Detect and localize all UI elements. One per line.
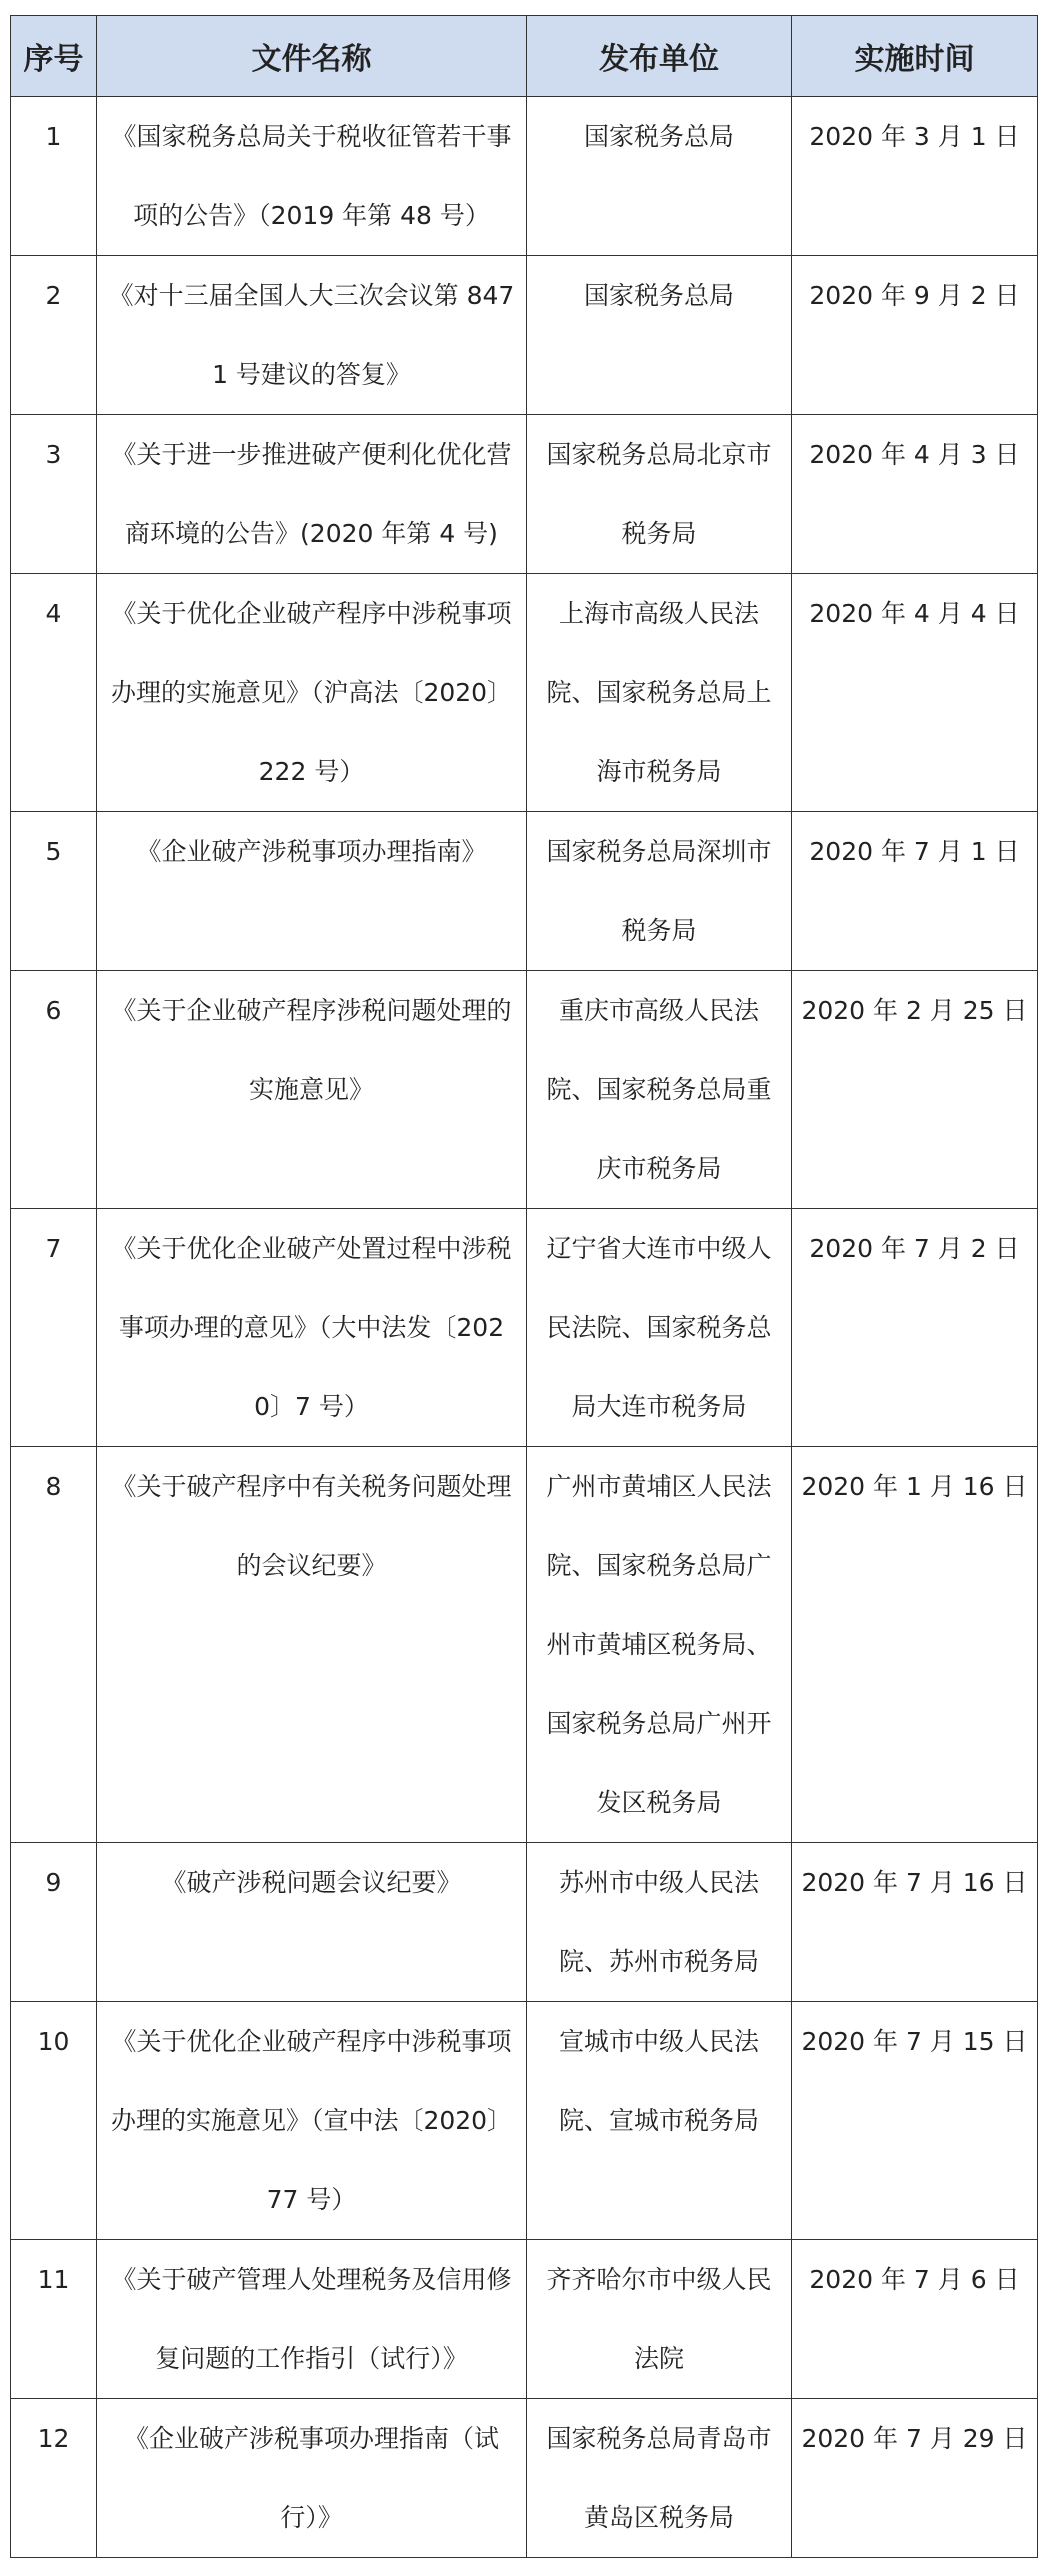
document-name-cell: 《企业破产涉税事项办理指南（试行）》 (97, 2399, 527, 2558)
row-index-cell: 8 (11, 1447, 97, 1843)
effective-date-cell: 2020 年 4 月 3 日 (792, 415, 1038, 574)
publisher-cell: 宣城市中级人民法院、宣城市税务局 (527, 2002, 792, 2240)
header-effective-date: 实施时间 (792, 16, 1038, 97)
effective-date-cell: 2020 年 2 月 25 日 (792, 971, 1038, 1209)
publisher-cell: 上海市高级人民法院、国家税务总局上海市税务局 (527, 574, 792, 812)
row-index-cell: 2 (11, 256, 97, 415)
document-table-wrapper (10, 15, 1037, 2558)
effective-date-cell: 2020 年 7 月 15 日 (792, 2002, 1038, 2240)
table-row (11, 1209, 1038, 1447)
publisher-cell: 国家税务总局深圳市税务局 (527, 812, 792, 971)
document-name-cell: 《关于破产程序中有关税务问题处理的会议纪要》 (97, 1447, 527, 1843)
document-name-cell: 《关于优化企业破产处置过程中涉税事项办理的意见》（大中法发〔2020〕7 号） (97, 1209, 527, 1447)
effective-date-cell: 2020 年 1 月 16 日 (792, 1447, 1038, 1843)
row-index-cell: 12 (11, 2399, 97, 2558)
row-index-cell: 1 (11, 97, 97, 256)
publisher-cell: 国家税务总局 (527, 97, 792, 256)
table-row (11, 2240, 1038, 2399)
policy-documents-table (10, 15, 1038, 2558)
table-row (11, 1843, 1038, 2002)
document-name-cell: 《关于进一步推进破产便利化优化营商环境的公告》(2020 年第 4 号) (97, 415, 527, 574)
table-row (11, 812, 1038, 971)
header-index: 序号 (11, 16, 97, 97)
document-name-cell: 《关于优化企业破产程序中涉税事项办理的实施意见》（宣中法〔2020〕77 号） (97, 2002, 527, 2240)
publisher-cell: 国家税务总局 (527, 256, 792, 415)
table-row (11, 2002, 1038, 2240)
effective-date-cell: 2020 年 4 月 4 日 (792, 574, 1038, 812)
document-name-cell: 《企业破产涉税事项办理指南》 (97, 812, 527, 971)
row-index-cell: 7 (11, 1209, 97, 1447)
table-row (11, 1447, 1038, 1843)
document-name-cell: 《关于优化企业破产程序中涉税事项办理的实施意见》（沪高法〔2020〕222 号） (97, 574, 527, 812)
effective-date-cell: 2020 年 7 月 2 日 (792, 1209, 1038, 1447)
document-name-cell: 《关于企业破产程序涉税问题处理的实施意见》 (97, 971, 527, 1209)
row-index-cell: 9 (11, 1843, 97, 2002)
header-publisher: 发布单位 (527, 16, 792, 97)
table-row (11, 97, 1038, 256)
document-name-cell: 《关于破产管理人处理税务及信用修复问题的工作指引（试行）》 (97, 2240, 527, 2399)
document-name-cell: 《对十三届全国人大三次会议第 8471 号建议的答复》 (97, 256, 527, 415)
document-name-cell: 《国家税务总局关于税收征管若干事项的公告》（2019 年第 48 号） (97, 97, 527, 256)
table-header-row (11, 16, 1038, 97)
table-row (11, 971, 1038, 1209)
row-index-cell: 10 (11, 2002, 97, 2240)
row-index-cell: 11 (11, 2240, 97, 2399)
effective-date-cell: 2020 年 7 月 6 日 (792, 2240, 1038, 2399)
table-row (11, 415, 1038, 574)
table-body (11, 97, 1038, 2558)
effective-date-cell: 2020 年 9 月 2 日 (792, 256, 1038, 415)
publisher-cell: 国家税务总局北京市税务局 (527, 415, 792, 574)
table-row (11, 574, 1038, 812)
row-index-cell: 3 (11, 415, 97, 574)
table-row (11, 256, 1038, 415)
effective-date-cell: 2020 年 7 月 29 日 (792, 2399, 1038, 2558)
publisher-cell: 重庆市高级人民法院、国家税务总局重庆市税务局 (527, 971, 792, 1209)
publisher-cell: 苏州市中级人民法院、苏州市税务局 (527, 1843, 792, 2002)
effective-date-cell: 2020 年 3 月 1 日 (792, 97, 1038, 256)
effective-date-cell: 2020 年 7 月 16 日 (792, 1843, 1038, 2002)
publisher-cell: 齐齐哈尔市中级人民法院 (527, 2240, 792, 2399)
table-row (11, 2399, 1038, 2558)
effective-date-cell: 2020 年 7 月 1 日 (792, 812, 1038, 971)
row-index-cell: 5 (11, 812, 97, 971)
row-index-cell: 4 (11, 574, 97, 812)
publisher-cell: 广州市黄埔区人民法院、国家税务总局广州市黄埔区税务局、国家税务总局广州开发区税务局 (527, 1447, 792, 1843)
header-document-name: 文件名称 (97, 16, 527, 97)
document-name-cell: 《破产涉税问题会议纪要》 (97, 1843, 527, 2002)
publisher-cell: 辽宁省大连市中级人民法院、国家税务总局大连市税务局 (527, 1209, 792, 1447)
row-index-cell: 6 (11, 971, 97, 1209)
publisher-cell: 国家税务总局青岛市黄岛区税务局 (527, 2399, 792, 2558)
